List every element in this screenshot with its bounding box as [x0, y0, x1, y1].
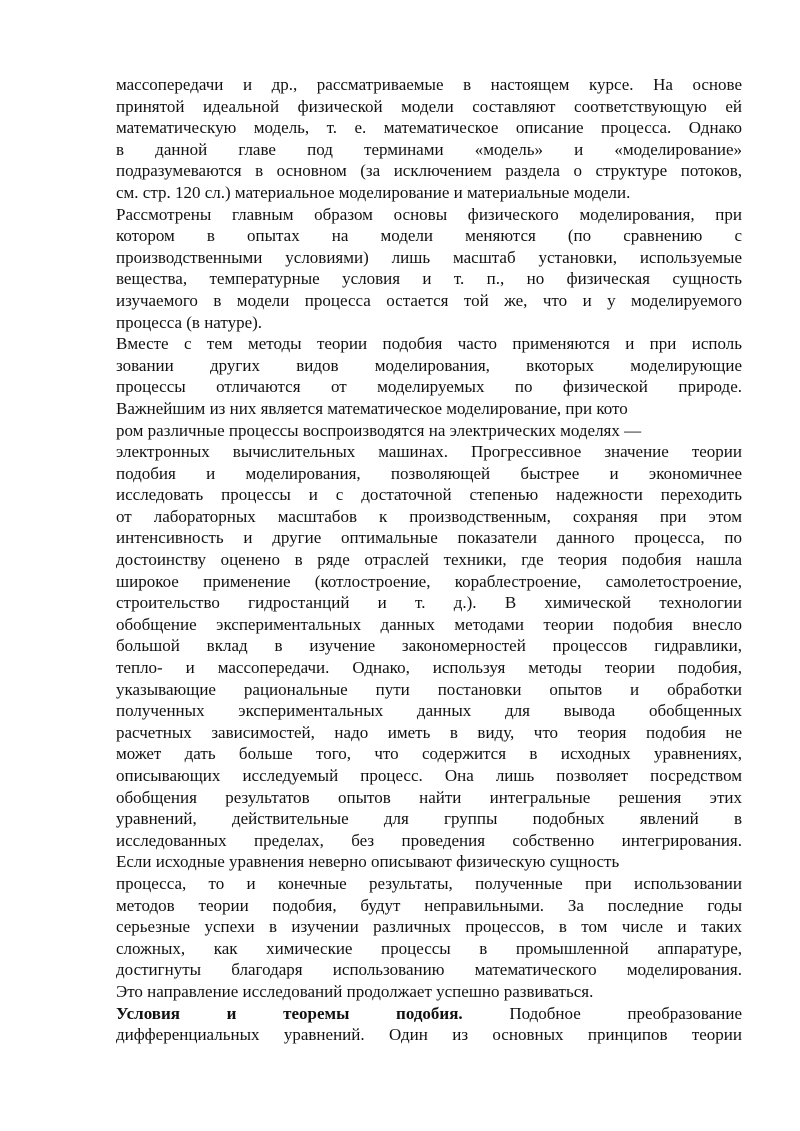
text-line: интенсивность и другие оптимальные показатели данного процесса, по	[116, 528, 742, 548]
text-line: в данной главе под терминами «модель» и «моделирование»	[116, 139, 742, 159]
section-heading: Условия и теоремы подобия.	[116, 1003, 463, 1023]
text-line: от лабораторных масштабов к производственным, сохраняя при этом	[116, 506, 742, 526]
text-line: котором в опытах на модели меняются (по сравнению с	[116, 226, 742, 246]
heading-continuation: Подобное преобразование	[509, 1003, 742, 1023]
text-line: расчетных зависимостей, надо иметь в виду, что теория подобия не	[116, 722, 742, 742]
text-line: процессы отличаются от моделируемых по физической природе.	[116, 377, 742, 397]
text-line: тепло- и массопередачи. Однако, используя методы теории подобия,	[116, 658, 742, 678]
text-line: указывающие рациональные пути постановки опытов и обработки	[116, 679, 742, 699]
text-line: Важнейшим из них является математическое моделирование, при кото	[116, 398, 628, 418]
text-line: подразумеваются в основном (за исключением раздела о структуре потоков,	[116, 161, 742, 181]
text-line: дифференциальных уравнений. Один из основных принципов теории	[116, 1025, 742, 1045]
text-line: математическую модель, т. е. математическое описание процесса. Однако	[116, 118, 742, 138]
text-line: массопередачи и др., рассматриваемые в настоящем курсе. На основе	[116, 75, 742, 94]
text-line: производственными условиями) лишь масштаб установки, используемые	[116, 247, 742, 267]
text-line: методов теории подобия, будут неправильными. За последние годы	[116, 895, 742, 915]
text-line: ром различные процессы воспроизводятся на электрических моделях —	[116, 420, 642, 440]
text-line: достоинству оценено в ряде отраслей техники, где теория подобия нашла	[116, 550, 742, 570]
text-line: принятой идеальной физической модели составляют соответствующую ей	[116, 96, 742, 116]
text-line: изучаемого в модели процесса остается той же, что и у моделируемого	[116, 290, 742, 310]
text-line: вещества, температурные условия и т. п., но физическая сущность	[116, 269, 742, 289]
text-line: большой вклад в изучение закономерностей процессов гидравлики,	[116, 636, 742, 656]
text-line: Вместе с тем методы теории подобия часто применяются и при исполь	[116, 334, 742, 354]
text-line: процесса, то и конечные результаты, полученные при использовании	[116, 873, 742, 893]
text-line	[116, 1003, 742, 1025]
text-line: широкое применение (котлостроение, кораблестроение, самолетостроение,	[116, 571, 742, 591]
text-line: строительство гидростанций и т. д.). В химической технологии	[116, 593, 742, 613]
text-line: подобия и моделирования, позволяющей быстрее и экономичнее	[116, 463, 742, 483]
text-line: зовании других видов моделирования, вкоторых моделирующие	[116, 355, 742, 375]
text-line: см. стр. 120 сл.) материальное моделирование и материальные модели.	[116, 182, 631, 202]
text-line: Это направление исследований продолжает успешно развиваться.	[116, 981, 594, 1001]
text-line: серьезные успехи в изучении различных процессов, в том числе и таких	[116, 917, 742, 937]
document-page	[116, 74, 742, 1074]
text-line: Рассмотрены главным образом основы физического моделирования, при	[116, 204, 742, 224]
text-line: исследованных пределах, без проведения собственно интегрирования.	[116, 830, 742, 850]
text-line: Если исходные уравнения неверно описывают физическую сущность	[116, 852, 620, 872]
text-line: полученных экспериментальных данных для вывода обобщенных	[116, 701, 742, 721]
text-line: сложных, как химические процессы в промышленной аппаратуре,	[116, 938, 742, 958]
text-line: описывающих исследуемый процесс. Она лишь позволяет посредством	[116, 766, 742, 785]
text-line: процесса (в натуре).	[116, 312, 263, 332]
text-line: может дать больше того, что содержится в исходных уравнениях,	[116, 744, 742, 764]
text-line: обобщения результатов опытов найти интегральные решения этих	[116, 787, 742, 807]
text-line: обобщение экспериментальных данных методами теории подобия внесло	[116, 614, 742, 634]
text-line: исследовать процессы и с достаточной степенью надежности переходить	[116, 485, 742, 505]
text-line: уравнений, действительные для группы подобных явлений в	[116, 809, 742, 829]
text-line: достигнуты благодаря использованию математического моделирования.	[116, 960, 742, 980]
text-line: электронных вычислительных машинах. Прогрессивное значение теории	[116, 442, 742, 462]
